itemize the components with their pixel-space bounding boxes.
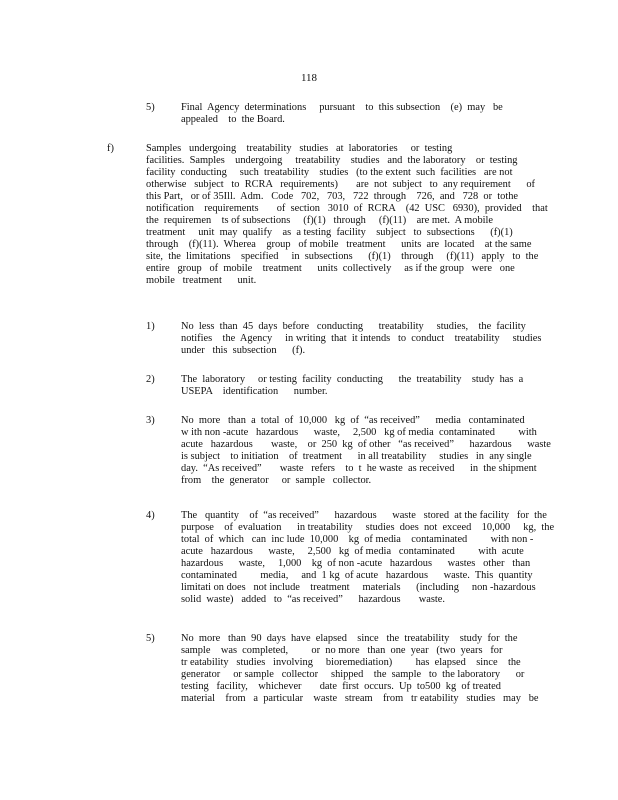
item-5-line: testing facility, whichever date first occurs. Up to500 kg of treated: [181, 681, 501, 692]
item-4-line: acute hazardous waste, 2,500 kg of media contaminated with acute: [181, 546, 524, 557]
item-3-line: w ith non -acute hazardous waste, 2,500 kg of media contaminated with: [181, 427, 537, 438]
item-4-line: The quantity of “as received” hazardous waste stored at the facility for the: [181, 510, 547, 521]
item-4-marker: 4): [146, 510, 155, 521]
item-4-line: hazardous waste, 1,000 kg of non -acute hazardous wastes other than: [181, 558, 531, 569]
section-f-line: facilities. Samples undergoing treatability studies and the laboratory or testing: [146, 155, 518, 166]
item-3-line: day. “As received” waste refers to t he waste as received in the shipment: [181, 463, 537, 474]
section-f-line: Samples undergoing treatability studies at laboratories or testing: [146, 143, 453, 154]
item-3-line: is subject to initiation of treatment in all treatability studies in any single: [181, 451, 532, 462]
item-4-line: solid waste) added to “as received” hazardous waste.: [181, 594, 446, 605]
item-5-top-line: Final Agency determinations pursuant to this subsection (e) may be: [181, 102, 503, 113]
section-f-marker: f): [107, 143, 114, 154]
item-4-line: limitati on does not include treatment materials (including non -hazardous: [181, 582, 536, 593]
item-4-line: total of which can inc lude 10,000 kg of media contaminated with non -: [181, 534, 534, 545]
item-5-top-line: appealed to the Board.: [181, 114, 285, 125]
item-1-line: No less than 45 days before conducting treatability studies, the facility: [181, 321, 526, 332]
item-4-line: purpose of evaluation in treatability studies does not exceed 10,000 kg, the: [181, 522, 555, 533]
item-5-line: material from a particular waste stream from tr eatability studies may be: [181, 693, 539, 704]
section-f-line: notification requirements of section 3010 of RCRA (42 USC 6930), provided that: [146, 203, 548, 214]
item-3-line: from the generator or sample collector.: [181, 475, 372, 486]
section-f-line: this Part, or of 35Ill. Adm. Code 702, 703, 722 through 726, and 728 or tothe: [146, 191, 519, 202]
item-1-line: under this subsection (f).: [181, 345, 306, 356]
section-f-line: otherwise subject to RCRA requirements) are not subject to any requirement of: [146, 179, 535, 190]
item-3-marker: 3): [146, 415, 155, 426]
item-5-line: generator or sample collector shipped the sample to the laboratory or: [181, 669, 525, 680]
section-f-line: mobile treatment unit.: [146, 275, 257, 286]
item-5-marker: 5): [146, 633, 155, 644]
item-3-line: acute hazardous waste, or 250 kg of other “as received” hazardous waste: [181, 439, 551, 450]
section-f-line: entire group of mobile treatment units collectively as if the group were one: [146, 263, 515, 274]
section-f-line: facility conducting such treatability studies (to the extent such facilities are not: [146, 167, 513, 178]
item-1-line: notifies the Agency in writing that it intends to conduct treatability studies: [181, 333, 542, 344]
item-5-top-marker: 5): [146, 102, 155, 113]
item-2-line: USEPA identification number.: [181, 386, 328, 397]
item-5-line: tr eatability studies involving bioremediation) has elapsed since the: [181, 657, 521, 668]
item-5-line: sample was completed, or no more than one year (two years for: [181, 645, 503, 656]
section-f-line: treatment unit may qualify as a testing facility subject to subsections (f)(1): [146, 227, 513, 238]
section-f-line: through (f)(11). Wherea group of mobile treatment units are located at the same: [146, 239, 532, 250]
item-3-line: No more than a total of 10,000 kg of “as received” media contaminated: [181, 415, 525, 426]
page-number: 118: [300, 72, 318, 84]
item-2-marker: 2): [146, 374, 155, 385]
section-f-line: the requiremen ts of subsections (f)(1) through (f)(11) are met. A mobile: [146, 215, 494, 226]
item-2-line: The laboratory or testing facility conducting the treatability study has a: [181, 374, 524, 385]
item-5-line: No more than 90 days have elapsed since the treatability study for the: [181, 633, 518, 644]
item-4-line: contaminated media, and 1 kg of acute hazardous waste. This quantity: [181, 570, 533, 581]
item-1-marker: 1): [146, 321, 155, 332]
section-f-line: site, the limitations specified in subsections (f)(1) through (f)(11) apply to the: [146, 251, 539, 262]
